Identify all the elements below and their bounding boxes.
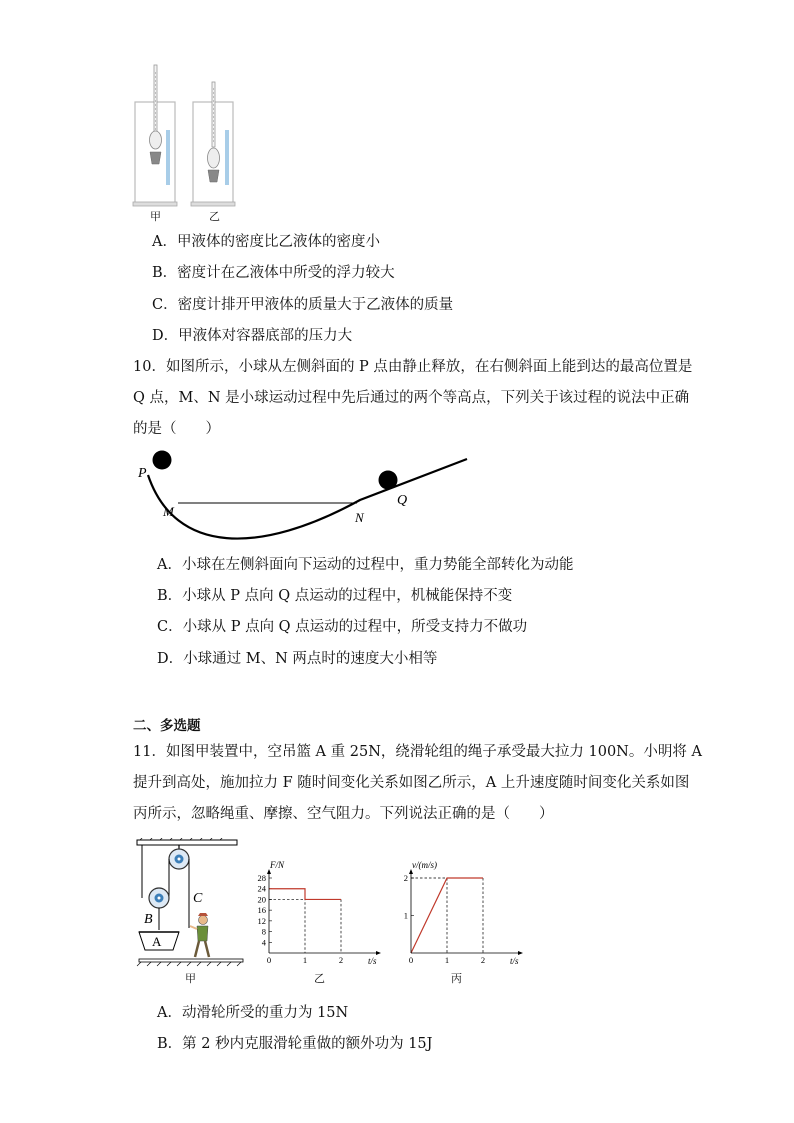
ball-track-figure bbox=[130, 445, 475, 550]
yi-xlabel: t/s bbox=[368, 956, 377, 966]
yi-xtick-label: 2 bbox=[338, 955, 344, 965]
q10-stem-line3: 的是（ ） bbox=[133, 421, 220, 437]
q11-stem-line2: 提升到高处，施加拉力 F 随时间变化关系如图乙所示，A 上升速度随时间变化关系如图 bbox=[133, 775, 690, 791]
q9-option-c[interactable]: C．密度计排开甲液体的质量大于乙液体的质量 bbox=[152, 297, 454, 313]
pulley-figure bbox=[135, 838, 247, 988]
yi-xtick-label: 0 bbox=[266, 955, 272, 965]
label-b-rope: B bbox=[144, 912, 153, 927]
q11-option-b[interactable]: B．第 2 秒内克服滑轮重做的额外功为 15J bbox=[157, 1036, 433, 1052]
bing-xtick-label: 0 bbox=[408, 955, 414, 965]
label-c-rope: C bbox=[193, 891, 203, 906]
yi-ytick-label: 28 bbox=[257, 873, 266, 883]
bing-xlabel: t/s bbox=[510, 956, 519, 966]
label-p: P bbox=[138, 466, 147, 481]
q11-option-a[interactable]: A．动滑轮所受的重力为 15N bbox=[157, 1005, 349, 1021]
yi-ytick-label: 16 bbox=[257, 905, 266, 916]
q10-option-d[interactable]: D．小球通过 M、N 两点时的速度大小相等 bbox=[157, 651, 438, 667]
hydrometer-label-jia: 甲 bbox=[150, 210, 161, 223]
q11-stem-line3: 丙所示，忽略绳重、摩擦、空气阻力。下列说法正确的是（ ） bbox=[133, 806, 554, 822]
q11-stem-line1: 11．如图甲装置中，空吊篮 A 重 25N，绕滑轮组的绳子承受最大拉力 100N。小明将 A bbox=[133, 744, 702, 760]
q10-option-a[interactable]: A．小球在左侧斜面向下运动的过程中，重力势能全部转化为动能 bbox=[157, 557, 574, 573]
label-a-basket: A bbox=[152, 934, 162, 949]
q9-option-b[interactable]: B．密度计在乙液体中所受的浮力较大 bbox=[152, 265, 395, 281]
bing-ytick-label: 1 bbox=[403, 910, 408, 921]
q10-option-c[interactable]: C．小球从 P 点向 Q 点运动的过程中，所受支持力不做功 bbox=[157, 619, 528, 635]
label-m: M bbox=[163, 504, 174, 519]
yi-series-line bbox=[269, 889, 341, 900]
q9-option-a[interactable]: A．甲液体的密度比乙液体的密度小 bbox=[152, 234, 380, 250]
bing-ytick-label: 2 bbox=[403, 873, 408, 883]
yi-ytick-label: 4 bbox=[261, 937, 266, 948]
q10-stem-line2: Q 点，M、N 是小球运动过程中先后通过的两个等高点，下列关于该过程的说法中正确 bbox=[133, 390, 690, 406]
caption-bing: 丙 bbox=[451, 972, 462, 985]
force-time-chart bbox=[254, 858, 384, 968]
caption-yi: 乙 bbox=[314, 972, 325, 985]
section-title-multi-choice: 二、多选题 bbox=[133, 718, 201, 734]
yi-ylabel: F/N bbox=[270, 860, 285, 870]
yi-ytick-label: 12 bbox=[257, 915, 266, 926]
hydrometer-label-yi: 乙 bbox=[209, 210, 220, 223]
q10-stem-line1: 10．如图所示，小球从左侧斜面的 P 点由静止释放，在右侧斜面上能到达的最高位置是 bbox=[133, 359, 693, 375]
yi-xtick-label: 1 bbox=[302, 955, 308, 965]
bing-xtick-label: 1 bbox=[444, 955, 450, 965]
yi-ytick-label: 24 bbox=[257, 883, 266, 894]
q9-option-d[interactable]: D．甲液体对容器底部的压力大 bbox=[152, 328, 353, 344]
yi-ytick-label: 20 bbox=[257, 894, 266, 905]
label-q: Q bbox=[397, 493, 408, 508]
q10-option-b[interactable]: B．小球从 P 点向 Q 点运动的过程中，机械能保持不变 bbox=[157, 588, 513, 604]
caption-jia: 甲 bbox=[185, 972, 196, 985]
bing-ylabel: v/(m/s) bbox=[412, 860, 437, 870]
bing-xtick-label: 2 bbox=[480, 955, 486, 965]
hydrometer-figure bbox=[128, 60, 248, 225]
label-n: N bbox=[355, 510, 364, 525]
yi-ytick-label: 8 bbox=[261, 926, 266, 937]
velocity-time-chart bbox=[396, 858, 526, 968]
